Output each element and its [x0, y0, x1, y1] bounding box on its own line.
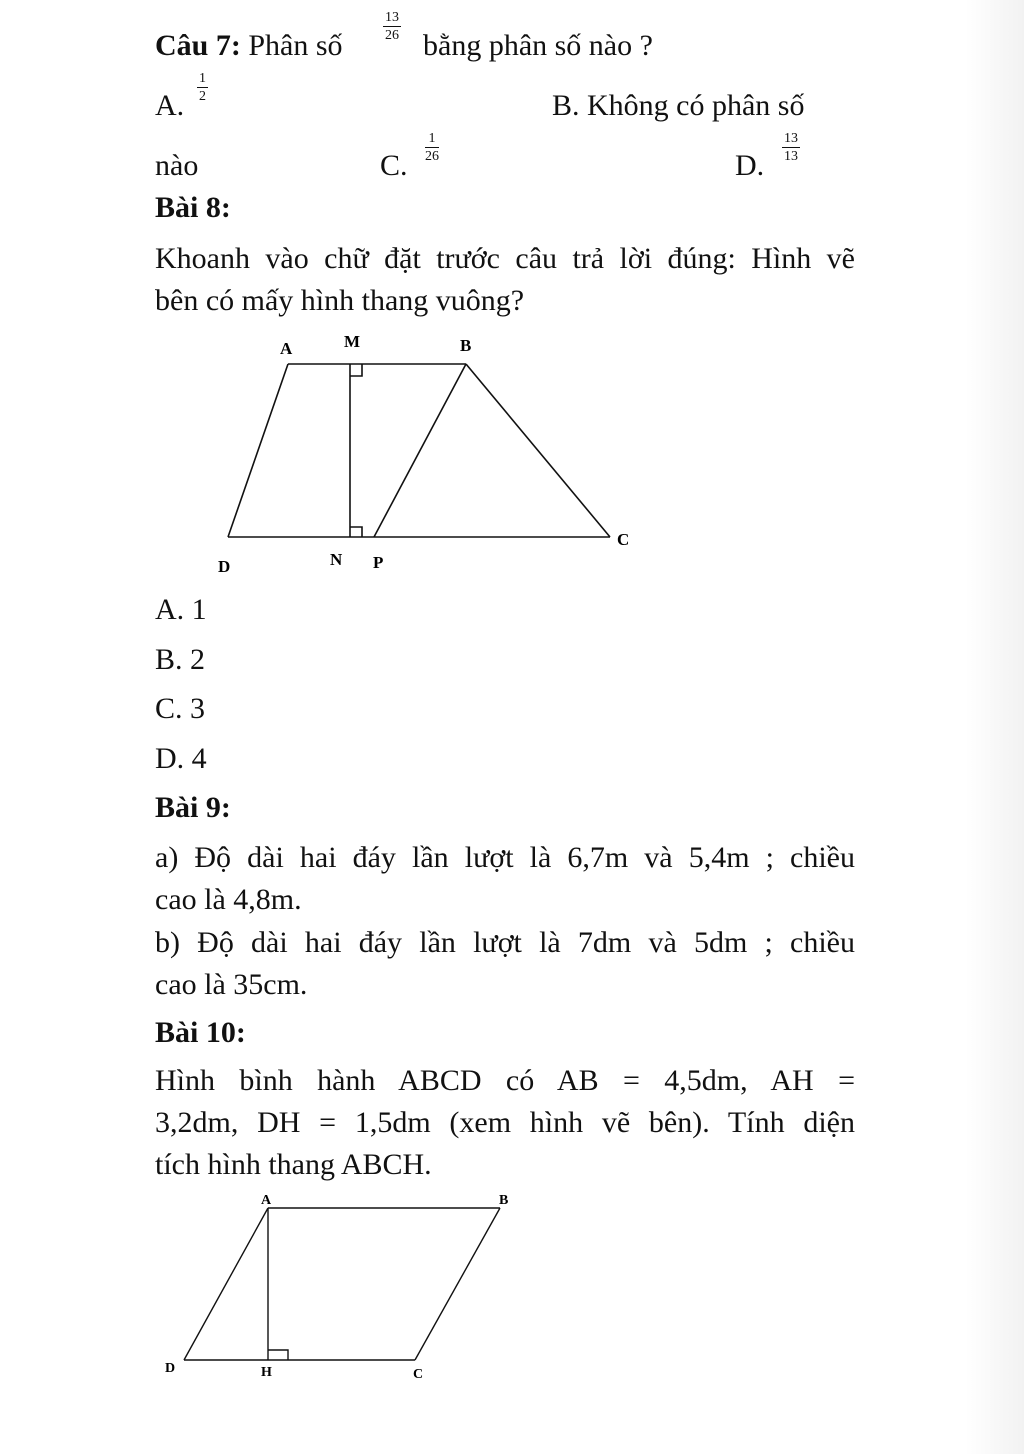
q7-text-after: bằng phân số nào ?: [423, 29, 653, 62]
q7-option-b-line2: nào: [155, 149, 199, 182]
bai9-part-b: [155, 922, 855, 1006]
right-angle-M-icon: [350, 364, 362, 376]
bai9-part-a-line1: a) Độ dài hai đáy lần lượt là 6,7m và 5,4m ; chiều: [155, 841, 855, 874]
q7-label: Câu 7:: [155, 29, 241, 62]
segment-AD: [184, 1208, 268, 1360]
label-H: H: [261, 1365, 272, 1380]
q7-option-d-fraction: [782, 131, 800, 164]
bai8-answer-c: C. 3: [155, 692, 206, 725]
bai8-trapezoid-figure: [200, 325, 650, 585]
q7-text-before: Phân số: [248, 29, 343, 62]
label-C: C: [413, 1367, 424, 1382]
segment-BP: [374, 364, 466, 537]
bai8-question-line2: bên có mấy hình thang vuông?: [155, 284, 525, 317]
bai9-part-a: [155, 837, 855, 921]
label-B: B: [499, 1193, 509, 1208]
bai9-heading: Bài 9:: [155, 791, 231, 824]
label-A: A: [261, 1193, 272, 1208]
bai10-problem: [155, 1060, 855, 1186]
q7-option-a-num: 1: [199, 71, 206, 86]
bai8-heading: Bài 8:: [155, 191, 231, 224]
segment-BC: [466, 364, 610, 537]
q7-option-a-letter: A.: [155, 89, 185, 122]
bai8-answer-a: A. 1: [155, 593, 207, 626]
q7-option-c-den: 26: [425, 149, 439, 164]
right-angle-N-icon: [350, 527, 362, 537]
q7-fraction: [383, 10, 401, 43]
q7-option-b-line1: B. Không có phân số: [552, 89, 805, 122]
q7-option-d-den: 13: [784, 149, 798, 164]
label-C: C: [617, 530, 630, 549]
bai10-line2: 3,2dm, DH = 1,5dm (xem hình vẽ bên). Tính diện: [155, 1106, 855, 1139]
label-A: A: [280, 339, 293, 358]
label-M: M: [344, 332, 361, 351]
q7-fraction-den: 26: [385, 28, 399, 43]
label-B: B: [460, 336, 472, 355]
label-P: P: [373, 553, 384, 572]
bai8-question-line1: Khoanh vào chữ đặt trước câu trả lời đúng: Hình vẽ: [155, 242, 855, 275]
q7-option-d-letter: D.: [735, 149, 765, 182]
page-edge-shadow: [964, 0, 1024, 1454]
label-D: D: [165, 1361, 176, 1376]
segment-BC: [415, 1208, 500, 1360]
bai10-line1: Hình bình hành ABCD có AB = 4,5dm, AH =: [155, 1064, 855, 1097]
segment-AD: [228, 364, 288, 537]
q7-fraction-num: 13: [385, 10, 399, 25]
q7-option-c-letter: C.: [380, 149, 408, 182]
bai10-heading: Bài 10:: [155, 1016, 246, 1049]
bai9-part-b-line2: cao là 35cm.: [155, 968, 308, 1001]
bai8-answer-d: D. 4: [155, 742, 207, 775]
bai10-parallelogram-figure: [155, 1185, 525, 1390]
q7-option-a-den: 2: [199, 89, 206, 104]
q7-stem: [155, 28, 343, 64]
q7-option-c-fraction: [425, 131, 439, 164]
label-N: N: [330, 550, 343, 569]
label-D: D: [218, 557, 231, 576]
bai10-line3: tích hình thang ABCH.: [155, 1148, 432, 1181]
bai9-part-a-line2: cao là 4,8m.: [155, 883, 302, 916]
q7-option-a-fraction: [197, 71, 208, 104]
bai8-question: [155, 238, 855, 322]
right-angle-H-icon: [268, 1350, 288, 1360]
q7-option-d-num: 13: [784, 131, 798, 146]
q7-option-c-num: 1: [425, 131, 439, 148]
bai9-part-b-line1: b) Độ dài hai đáy lần lượt là 7dm và 5dm ; chiều: [155, 926, 855, 959]
bai8-answer-b: B. 2: [155, 643, 206, 676]
